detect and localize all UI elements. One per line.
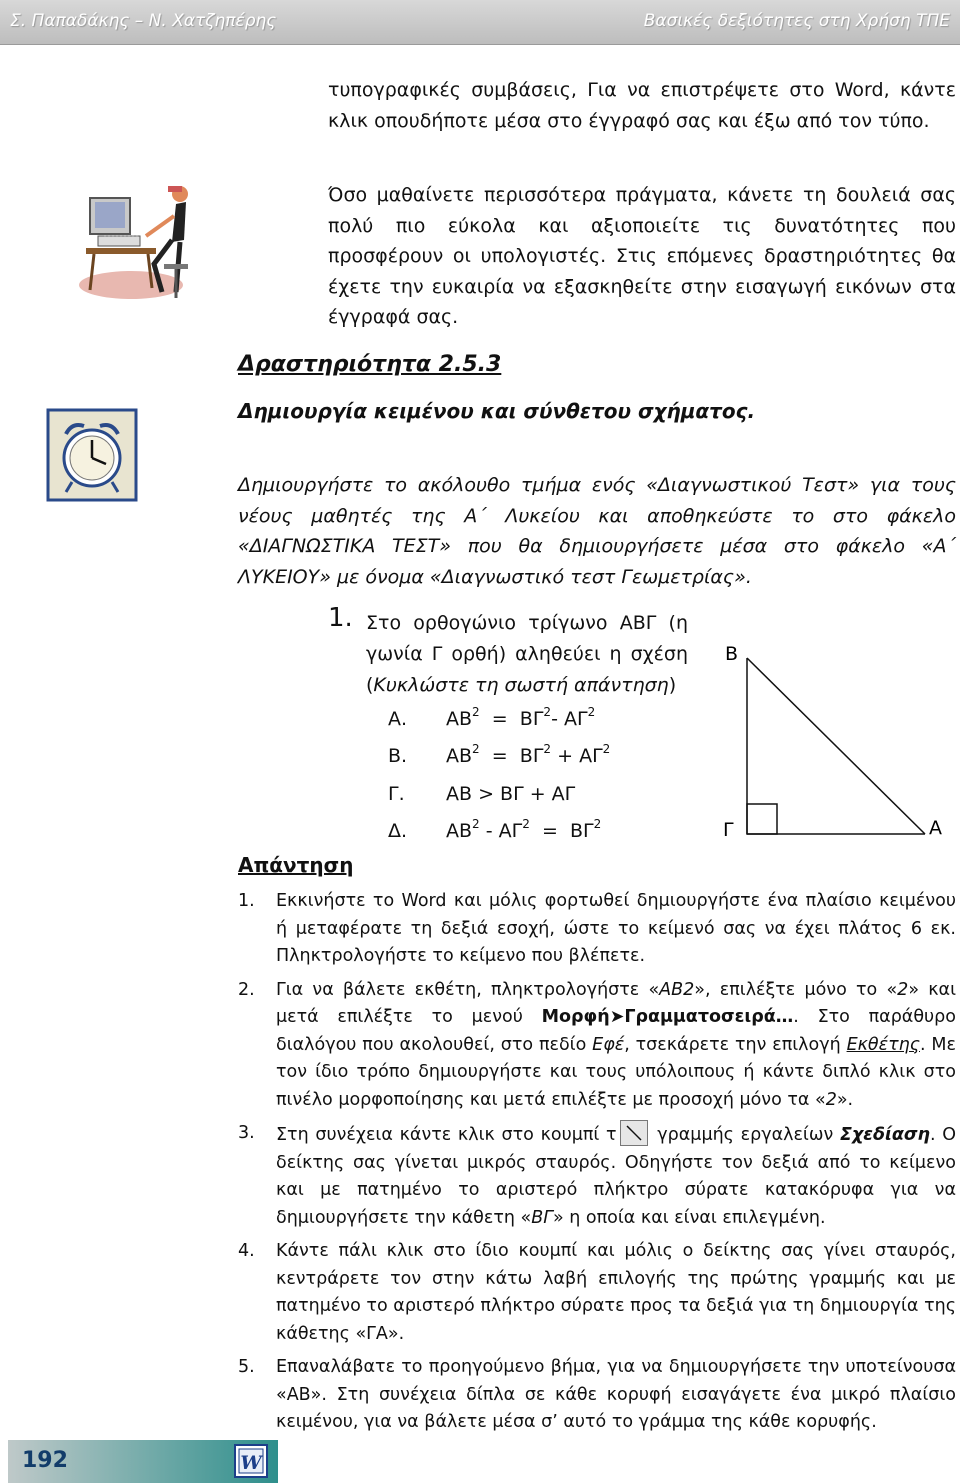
hint-close: ) <box>668 674 677 696</box>
term: ΑΒ <box>446 820 473 842</box>
step-3 <box>238 1120 956 1232</box>
vertex-b: Β <box>725 643 739 665</box>
operator: = <box>491 745 508 767</box>
step-emphasis: ΒΓ <box>531 1207 553 1228</box>
step-text: γραμμής εργαλείων <box>650 1125 840 1145</box>
paragraph-intro: τυπογραφικές συμβάσεις, Για να επιστρέψετε στο Word, κάντε κλικ οπουδήποτε μέσα στο έγγραφό σας και έξω από τον τύπο. <box>328 79 956 132</box>
question-number: 1. <box>328 603 353 633</box>
operator: - <box>485 820 493 842</box>
step-number: 1. <box>238 891 255 911</box>
exponent: 2 <box>472 817 480 831</box>
step-text: » η οποία και είναι επιλεγμένη. <box>553 1207 826 1228</box>
operator: = <box>491 708 508 730</box>
step-text: Εκκινήστε το Word και μόλις φορτωθεί δημιουργήστε ένα πλαίσιο κειμένου ή μεταφέρατε τη δεξιά εσοχή, ώστε το κείμενό σας να έχει πλάτος 6 εκ. Πληκτρολογήστε το κείμενο που βλέπετε. <box>276 891 956 966</box>
step-text: Επαναλάβατε το προηγούμενο βήμα, για να δημιουργήσετε την υποτείνουσα «ΑΒ». Στη συνέχεια δίπλα σε κάθε κορυφή εισαγάγετε ένα μικρό πλαίσιο κειμένου, για να βάλετε μέσα σ’ αυτό το γράμμα της κάθε κορυφής. <box>276 1357 956 1432</box>
question-hint: Κυκλώστε τη σωστή απάντηση <box>373 674 669 696</box>
word-icon <box>234 1444 268 1478</box>
term: ΑΓ <box>579 745 603 767</box>
step-emphasis: 2 <box>825 1089 837 1110</box>
step-number: 2. <box>238 979 255 1000</box>
header-book-title: Βασικές δεξιότητες στη Χρήση ΤΠΕ <box>643 11 950 31</box>
exponent: 2 <box>543 742 552 756</box>
option-text: ΑΒ > ΒΓ + ΑΓ <box>446 783 576 805</box>
step-5 <box>238 1354 956 1437</box>
page-footer <box>8 1440 278 1483</box>
option-b <box>388 742 611 767</box>
step-text: Κάντε πάλι κλικ στο ίδιο κουμπί και μόλις ο δείκτης σας γίνει σταυρός, κεντράρετε τον στην κάτω λαβή επιλογής της πρώτης γραμμής και με πατημένο το αριστερό πλήκτρο σύρατε προς τα δεξιά για τη δημιουργία της κάθετης «ΓΑ». <box>276 1241 956 1344</box>
option-label: Α. <box>388 708 408 730</box>
option-a <box>388 705 596 730</box>
term: ΑΒ <box>446 745 473 767</box>
term: ΒΓ <box>569 820 594 842</box>
step-emphasis: ΑΒ2 <box>659 979 695 1000</box>
option-name: Εκθέτης <box>846 1034 920 1055</box>
exponent: 2 <box>522 817 530 831</box>
option-d <box>388 817 602 842</box>
right-triangle-figure <box>720 638 956 844</box>
operator: + <box>557 745 574 767</box>
svg-text:W: W <box>240 1452 262 1474</box>
step-emphasis: Εφέ <box>592 1034 625 1055</box>
question-text <box>366 608 688 701</box>
alarm-clock-icon <box>46 408 138 502</box>
header-authors: Σ. Παπαδάκης – Ν. Χατζηπέρης <box>10 11 277 31</box>
step-number: 5. <box>238 1357 255 1377</box>
term: ΑΒ <box>446 708 473 730</box>
term: ΒΓ <box>519 745 544 767</box>
step-text: Για να βάλετε εκθέτη, πληκτρολογήστε « <box>276 979 660 1000</box>
toolbar-name: Σχεδίαση <box>840 1125 930 1145</box>
line-tool-button-icon <box>620 1120 648 1146</box>
step-1 <box>238 888 956 971</box>
option-c <box>388 783 575 805</box>
step-text: », επιλέξτε μόνο το « <box>694 979 898 1000</box>
step-text: , τσεκάρετε την επιλογή <box>624 1034 847 1055</box>
vertex-a: Α <box>929 817 942 839</box>
activity-intro: Δημιουργήστε το ακόλουθο τμήμα ενός «Διαγνωστικού Τεστ» για τους νέους μαθητές της Α΄ Λυκείου και αποθηκεύστε το στο φάκελο «ΔΙΑΓΝΩΣΤΙΚΑ ΤΕΣΤ» που θα δημιουργήσετε μέσα στο φάκελο «Α΄ ΛΥΚΕΙΟΥ» με όνομα «Διαγνωστικό τεστ Γεωμετρίας». <box>238 474 956 588</box>
step-2 <box>238 977 956 1115</box>
step-emphasis: 2 <box>897 979 909 1000</box>
option-label: Β. <box>388 745 408 767</box>
right-angle-mark <box>747 804 777 834</box>
step-text: . Με τον ίδιο τρόπο δημιουργήστε και τους υπόλοιπους ή κάντε διπλό κλικ στο πινέλο μορφοποίησης και μετά επιλέξτε με προσοχή μόνο τα « <box>276 1034 956 1110</box>
operator: - <box>551 708 558 730</box>
option-label: Γ. <box>388 783 405 805</box>
page-header <box>0 0 960 45</box>
menu-path: Μορφή➤Γραμματοσειρά… <box>541 1007 794 1027</box>
step-text: . Ο δείκτης σας γίνεται μικρός σταυρός. Οδηγήστε τον δεξιά από το κείμενο και με πατημένο το αριστερό πλήκτρο σύρατε κατακόρυφα για να δημιουργήσετε την κάθετη « <box>276 1125 956 1228</box>
step-text: ». <box>836 1089 854 1110</box>
step-text: » και μετά επιλέξτε το μενού <box>276 979 956 1027</box>
computer-user-illustration <box>76 180 206 308</box>
option-label: Δ. <box>388 820 408 842</box>
page-number: 192 <box>22 1448 68 1473</box>
operator: = <box>541 820 558 842</box>
step-number: 3. <box>238 1123 255 1143</box>
exponent: 2 <box>602 742 611 756</box>
exponent: 2 <box>587 705 596 719</box>
activity-title: Δραστηριότητα 2.5.3 <box>238 352 502 377</box>
paragraph-practice: Όσο μαθαίνετε περισσότερα πράγματα, κάνετε τη δουλειά σας πολύ πιο εύκολα και αξιοποιείτε τις δυνατότητες που προσφέρουν οι υπολογιστές. Στις επόμενες δραστηριότητες θα έχετε την ευκαιρία να εξασκηθείτε στην εισαγωγή εικόνων στα έγγραφά σας. <box>328 184 956 328</box>
step-number: 4. <box>238 1241 255 1261</box>
answer-title: Απάντηση <box>238 853 354 877</box>
question-statement: Στο ορθογώνιο τρίγωνο ΑΒΓ (η γωνία Γ ορθή) αληθεύει η σχέση <box>366 612 688 665</box>
exponent: 2 <box>472 742 480 756</box>
side-ab <box>747 658 925 834</box>
term: ΑΓ <box>563 708 588 730</box>
term: ΑΓ <box>498 820 523 842</box>
answer-steps <box>238 888 956 1443</box>
step-text: . Στο παράθυρο διαλόγου που ακολουθεί, στο πεδίο <box>276 1007 956 1055</box>
exponent: 2 <box>472 705 480 719</box>
term: ΒΓ <box>519 708 544 730</box>
step-4 <box>238 1238 956 1348</box>
activity-subtitle: Δημιουργία κειμένου και σύνθετου σχήματος. <box>238 399 756 423</box>
hint-open: ( <box>366 674 374 696</box>
step-text: Στη συνέχεια κάντε κλικ στο κουμπί τ <box>276 1125 617 1145</box>
exponent: 2 <box>543 705 552 719</box>
vertex-g: Γ <box>723 819 734 841</box>
exponent: 2 <box>593 817 602 831</box>
